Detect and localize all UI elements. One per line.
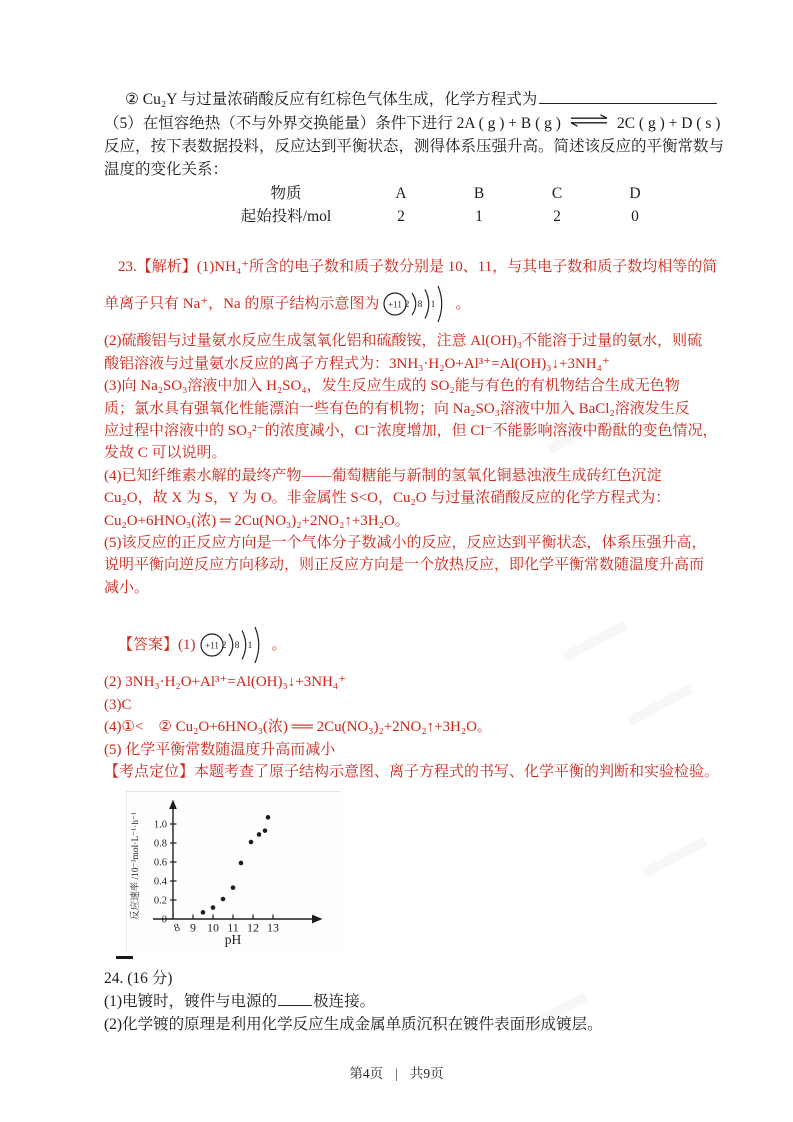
svg-text:0.6: 0.6 — [153, 857, 167, 869]
equilibrium-arrow-icon — [568, 111, 610, 134]
table-value-c: 2 — [553, 208, 561, 225]
svg-text:pH: pH — [224, 932, 242, 948]
question-24-line-2: (2)化学镀的原理是利用化学反应生成金属单质沉积在镀件表面形成镀层。 — [104, 1015, 603, 1033]
table-value-a: 2 — [397, 208, 405, 225]
table-value-d: 0 — [631, 208, 639, 225]
question-24-title: 24. (16 分) — [104, 969, 173, 987]
question-line-3: 反应，按下表数据投料，反应达到平衡状态，测得体系压强升高。简述该反应的平衡常数与 — [104, 138, 725, 155]
answer-diagram-line — [104, 619, 754, 671]
svg-text:10: 10 — [207, 920, 219, 935]
question-line-2 — [104, 111, 754, 135]
table-header-b: B — [473, 185, 485, 202]
table-header-substance: 物质 — [270, 185, 302, 202]
page-footer — [0, 1062, 793, 1082]
question-24-line-1-end: 极连接。 — [313, 992, 376, 1010]
analysis-diagram-line — [104, 278, 754, 330]
question-line-1-text: ② Cu₂Y 与过量浓硝酸反应有红棕色气体生成，化学方程式为 — [125, 91, 538, 108]
svg-text:8: 8 — [234, 641, 239, 652]
analysis-line: (2)硫酸铝与过量氨水反应生成氢氧化铝和硫酸铵，注意 Al(OH)₃不能溶于过量的氨水，则硫 — [104, 333, 703, 350]
analysis-line: 发故 C 可以说明。 — [104, 445, 227, 462]
svg-text:0: 0 — [161, 914, 167, 926]
analysis-line: 23.【解析】(1)NH₄⁺所含的电子数和质子数分别是 10、11，与其电子数和质子数均相等的简 — [118, 259, 718, 275]
answer-label: 【答案】(1) — [118, 637, 196, 654]
svg-text:2: 2 — [221, 641, 226, 652]
chart-dynamic-content — [129, 812, 279, 947]
analysis-line: (5)该反应的正反应方向是一个气体分子数减小的反应，反应达到平衡状态，体系压强升高， — [104, 535, 707, 552]
table-row-label: 起始投料/mol — [240, 208, 332, 225]
footer-separator: | — [395, 1066, 398, 1081]
analysis-line: Cu₂O，故 X 为 S，Y 为 O。非金属性 S<O，Cu₂O 与过量浓硝酸反应的化学方程式为： — [104, 490, 671, 507]
answer-line: (4)①< ② Cu₂O+6HNO₃(浓) ══ 2Cu(NO₃)₂+2NO₂↑+3H₂O。 — [104, 719, 492, 736]
question-line-2-text-end: 2C ( g ) + D ( s ) — [616, 115, 721, 132]
svg-text:1.0: 1.0 — [153, 819, 167, 831]
svg-text:8: 8 — [172, 921, 182, 936]
page-content — [104, 88, 754, 1036]
answer-line: (5) 化学平衡常数随温度升高而减小 — [104, 741, 336, 758]
x-axis-arrow-icon — [312, 915, 323, 924]
analysis-section — [104, 256, 754, 599]
answer-line: (2) 3NH₃·H₂O+Al³⁺=Al(OH)₃↓+3NH₄⁺ — [104, 674, 347, 691]
analysis-line: 应过程中溶液中的 SO₃²⁻的浓度减小，Cl⁻浓度增加，但 Cl⁻不能影响溶液中酚酞的变色情况， — [104, 423, 718, 440]
svg-text:1: 1 — [247, 641, 252, 652]
question-24-line-1-text: (1)电镀时，镀件与电源的 — [104, 992, 278, 1010]
analysis-line: Cu₂O+6HNO₃(浓) ═ 2Cu(NO₃)₂+2NO₂↑+3H₂O。 — [104, 512, 410, 529]
table-row — [210, 205, 674, 228]
svg-text:8: 8 — [418, 300, 423, 311]
answer-blank — [539, 90, 717, 104]
analysis-line: (4)已知纤维素水解的最终产物——葡萄糖能与新制的氢氧化铜悬浊液生成砖红色沉淀 — [104, 467, 662, 484]
table-header-c: C — [551, 185, 563, 202]
table-value-b: 1 — [475, 208, 483, 225]
feed-table — [210, 182, 674, 228]
analysis-line: 说明平衡向逆反应方向移动，则正反应方向是一个放热反应，即化学平衡常数随温度升高而 — [104, 557, 705, 574]
table-header-a: A — [395, 185, 407, 202]
svg-text:0.8: 0.8 — [153, 838, 167, 850]
table-header-d: D — [629, 185, 641, 202]
analysis-line: 酸铝溶液与过量氨水反应的离子方程式为：3NH₃·H₂O+Al³⁺=Al(OH)₃↓+3NH₄⁺ — [104, 355, 610, 372]
svg-text:+11: +11 — [388, 299, 403, 310]
footer-page-number: 第4页 — [349, 1066, 384, 1081]
answer-line: (3)C — [104, 696, 132, 713]
svg-text:11: 11 — [227, 920, 239, 935]
svg-text:2: 2 — [405, 300, 410, 311]
question-line-4: 温度的变化关系： — [104, 161, 229, 178]
atomic-structure-diagram — [381, 280, 453, 328]
svg-text:12: 12 — [247, 920, 259, 935]
analysis-line: 质；氯水具有强氧化性能漂泊一些有色的有机物；向 Na₂SO₃溶液中加入 BaCl₂溶液发生反 — [104, 400, 690, 417]
analysis-line-text: 单离子只有 Na⁺，Na 的原子结构示意图为 — [104, 296, 380, 313]
svg-text:9: 9 — [190, 920, 196, 935]
svg-text:13: 13 — [267, 920, 279, 935]
svg-text:0.4: 0.4 — [153, 876, 167, 888]
question-24-block — [104, 967, 754, 1036]
atomic-structure-diagram — [198, 621, 270, 669]
answer-blank — [278, 992, 312, 1006]
svg-text:1: 1 — [431, 300, 436, 311]
y-axis-arrow-icon — [169, 800, 177, 810]
answer-line-end: 。 — [271, 637, 287, 654]
question-22-block — [104, 88, 754, 228]
stray-dash — [116, 956, 133, 959]
question-line-1 — [104, 88, 754, 111]
table-header-row — [210, 182, 674, 205]
analysis-line-end: 。 — [455, 296, 471, 313]
chart-canvas — [127, 792, 339, 948]
analysis-line: 减小。 — [104, 579, 150, 596]
footer-total-pages: 共9页 — [409, 1066, 444, 1081]
exam-point-line: 【考点定位】本题考查了原子结构示意图、离子方程式的书写、化学平衡的判断和实验检验。 — [104, 763, 720, 780]
question-line-2-text: （5）在恒容绝热（不与外界交换能量）条件下进行 2A ( g ) + B ( g ) — [104, 115, 561, 132]
svg-text:反应速率 /10⁻³mol·L⁻¹·h⁻¹: 反应速率 /10⁻³mol·L⁻¹·h⁻¹ — [131, 812, 141, 921]
svg-text:0.2: 0.2 — [153, 895, 167, 907]
analysis-line: (3)向 Na₂SO₃溶液中加入 H₂SO₄，发生反应生成的 SO₂能与有色的有机物结合生成无色物 — [104, 378, 680, 395]
answer-section — [104, 619, 754, 783]
svg-text:+11: +11 — [204, 640, 219, 651]
reaction-rate-chart — [126, 791, 341, 953]
question-24-line-1 — [104, 990, 754, 1013]
